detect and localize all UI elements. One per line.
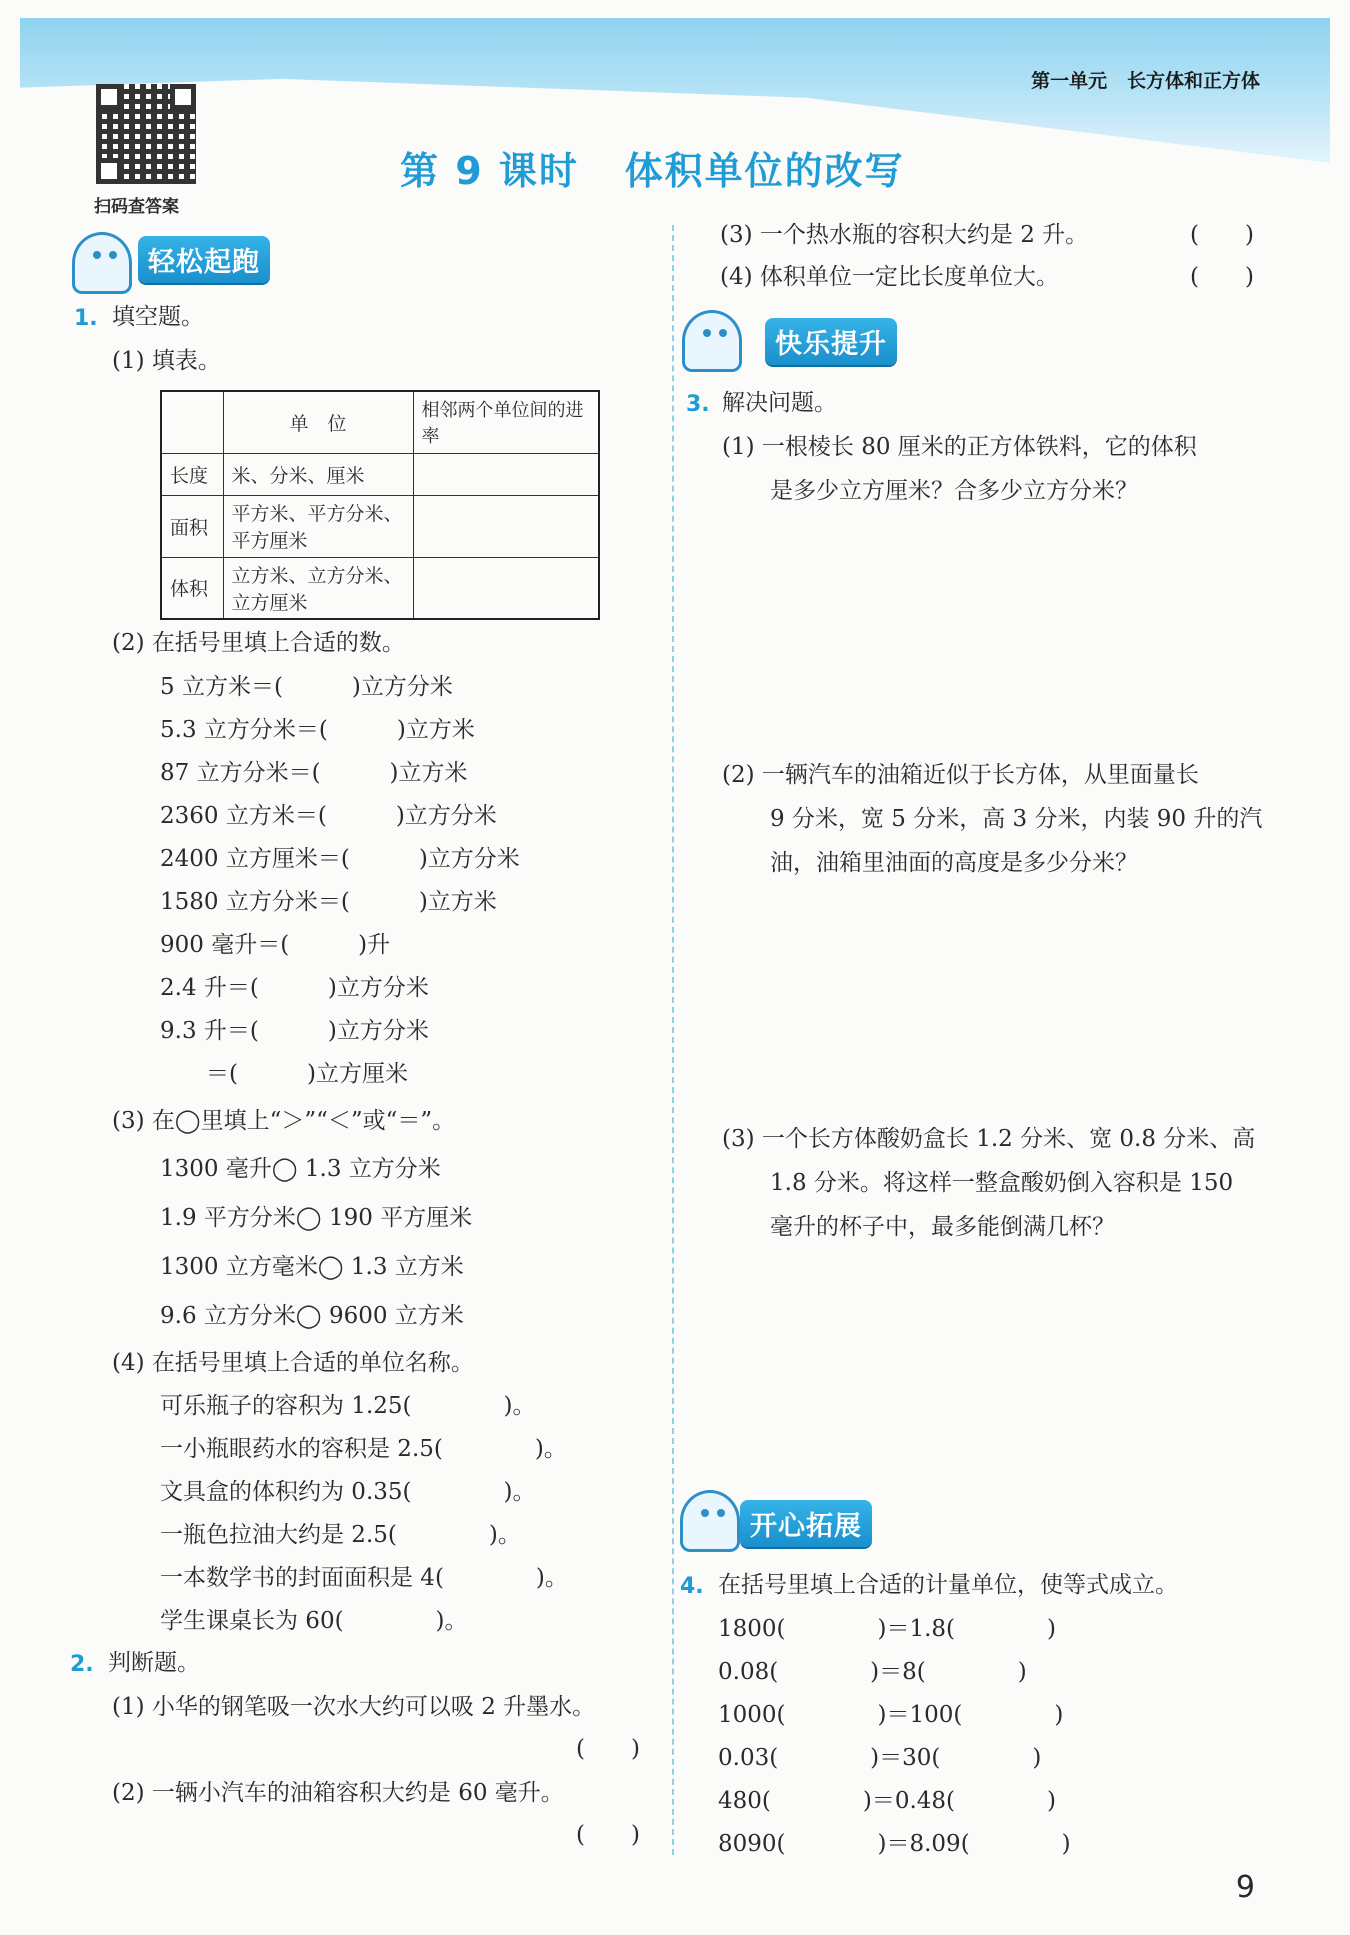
page-number: 9: [1235, 1870, 1255, 1905]
compare-item[interactable]: 1300 毫升◯ 1.3 立方分米: [160, 1156, 441, 1182]
unit-item[interactable]: 一本数学书的封面面积是 4( )。: [160, 1565, 568, 1591]
mascot-icon: [72, 232, 132, 294]
q3-p3-line: 1.8 分米。将这样一整盒酸奶倒入容积是 150: [770, 1170, 1234, 1196]
unit-table: [160, 390, 600, 620]
equation-item[interactable]: 480( )＝0.48( ): [718, 1788, 1057, 1814]
q2-item-2: (2) 一辆小汽车的油箱容积大约是 60 毫升。: [112, 1780, 564, 1806]
table-row: 长度 米、分米、厘米: [161, 453, 599, 495]
judge-paren[interactable]: ( ): [1190, 222, 1254, 248]
q4-title: 在括号里填上合适的计量单位，使等式成立。: [718, 1572, 1178, 1598]
unit-item[interactable]: 一瓶色拉油大约是 2.5( )。: [160, 1522, 521, 1548]
section-badge-1: 轻松起跑: [138, 236, 270, 283]
compare-item[interactable]: 1300 立方毫米◯ 1.3 立方米: [160, 1254, 464, 1280]
equation-item[interactable]: 0.08( )＝8( ): [718, 1659, 1027, 1685]
q1-title: 填空题。: [112, 304, 204, 330]
fill-item[interactable]: 2360 立方米＝( )立方分米: [160, 803, 497, 829]
unit-item[interactable]: 一小瓶眼药水的容积是 2.5( )。: [160, 1436, 567, 1462]
q3-p1-line: (1) 一根棱长 80 厘米的正方体铁料，它的体积: [722, 434, 1197, 460]
section-badge-2: 快乐提升: [765, 318, 897, 365]
q3-number: 3.: [686, 392, 710, 417]
mascot-icon: [680, 1490, 740, 1552]
q2-item-1: (1) 小华的钢笔吸一次水大约可以吸 2 升墨水。: [112, 1694, 596, 1720]
fill-item[interactable]: 2.4 升＝( )立方分米: [160, 975, 429, 1001]
judge-paren[interactable]: ( ): [1190, 264, 1254, 290]
fill-item[interactable]: 900 毫升＝( )升: [160, 932, 391, 958]
table-row: 体积 立方米、立方分米、立方厘米: [161, 557, 599, 619]
q2-number: 2.: [70, 1652, 94, 1677]
q1-p3: (3) 在◯里填上“＞”“＜”或“＝”。: [112, 1108, 456, 1134]
q1-p4: (4) 在括号里填上合适的单位名称。: [112, 1350, 474, 1376]
fill-item[interactable]: 5.3 立方分米＝( )立方米: [160, 717, 475, 743]
fill-item[interactable]: 9.3 升＝( )立方分米: [160, 1018, 429, 1044]
q3-p2-line: 油，油箱里油面的高度是多少分米？: [770, 850, 1138, 876]
table-answer-cell[interactable]: [413, 557, 599, 619]
q2-item-4: (4) 体积单位一定比长度单位大。: [720, 264, 1059, 290]
equation-item[interactable]: 8090( )＝8.09( ): [718, 1831, 1071, 1857]
equation-item[interactable]: 1800( )＝1.8( ): [718, 1616, 1057, 1642]
judge-paren[interactable]: ( ): [576, 1822, 640, 1848]
table-answer-cell[interactable]: [413, 495, 599, 557]
fill-item[interactable]: 5 立方米＝( )立方分米: [160, 674, 453, 700]
equation-item[interactable]: 1000( )＝100( ): [718, 1702, 1064, 1728]
compare-item[interactable]: 9.6 立方分米◯ 9600 立方米: [160, 1303, 464, 1329]
table-header-unit: 单 位: [223, 391, 413, 453]
table-header-rate: 相邻两个单位间的进率: [413, 391, 599, 453]
unit-item[interactable]: 学生课桌长为 60( )。: [160, 1608, 468, 1634]
qr-label: 扫码查答案: [94, 197, 179, 217]
q4-number: 4.: [680, 1574, 704, 1599]
q3-p1-line: 是多少立方厘米？合多少立方分米？: [770, 478, 1138, 504]
q2-item-3: (3) 一个热水瓶的容积大约是 2 升。: [720, 222, 1089, 248]
q1-p2: (2) 在括号里填上合适的数。: [112, 630, 405, 656]
q3-p3-line: (3) 一个长方体酸奶盒长 1.2 分米、宽 0.8 分米、高: [722, 1126, 1256, 1152]
qr-code: [96, 84, 196, 184]
q3-p2-line: (2) 一辆汽车的油箱近似于长方体，从里面量长: [722, 762, 1199, 788]
fill-item[interactable]: 1580 立方分米＝( )立方米: [160, 889, 497, 915]
q1-p1: (1) 填表。: [112, 348, 221, 374]
table-answer-cell[interactable]: [413, 453, 599, 495]
fill-item[interactable]: 87 立方分米＝( )立方米: [160, 760, 468, 786]
q2-title: 判断题。: [108, 1650, 200, 1676]
section-badge-3: 开心拓展: [740, 1500, 872, 1547]
q3-title: 解决问题。: [722, 390, 837, 416]
q3-p2-line: 9 分米，宽 5 分米，高 3 分米，内装 90 升的汽: [770, 806, 1263, 832]
column-divider: [672, 225, 674, 1855]
unit-label: 第一单元 长方体和正方体: [1031, 70, 1260, 92]
q1-number: 1.: [74, 306, 98, 331]
mascot-icon: [682, 310, 742, 372]
table-row: 面积 平方米、平方分米、平方厘米: [161, 495, 599, 557]
fill-item[interactable]: 2400 立方厘米＝( )立方分米: [160, 846, 520, 872]
judge-paren[interactable]: ( ): [576, 1736, 640, 1762]
unit-item[interactable]: 文具盒的体积约为 0.35( )。: [160, 1479, 536, 1505]
q3-p3-line: 毫升的杯子中，最多能倒满几杯？: [770, 1214, 1115, 1240]
compare-item[interactable]: 1.9 平方分米◯ 190 平方厘米: [160, 1205, 473, 1231]
lesson-title: 第 9 课时 体积单位的改写: [400, 149, 905, 193]
fill-item[interactable]: ＝( )立方厘米: [160, 1061, 408, 1087]
unit-item[interactable]: 可乐瓶子的容积为 1.25( )。: [160, 1393, 536, 1419]
equation-item[interactable]: 0.03( )＝30( ): [718, 1745, 1042, 1771]
